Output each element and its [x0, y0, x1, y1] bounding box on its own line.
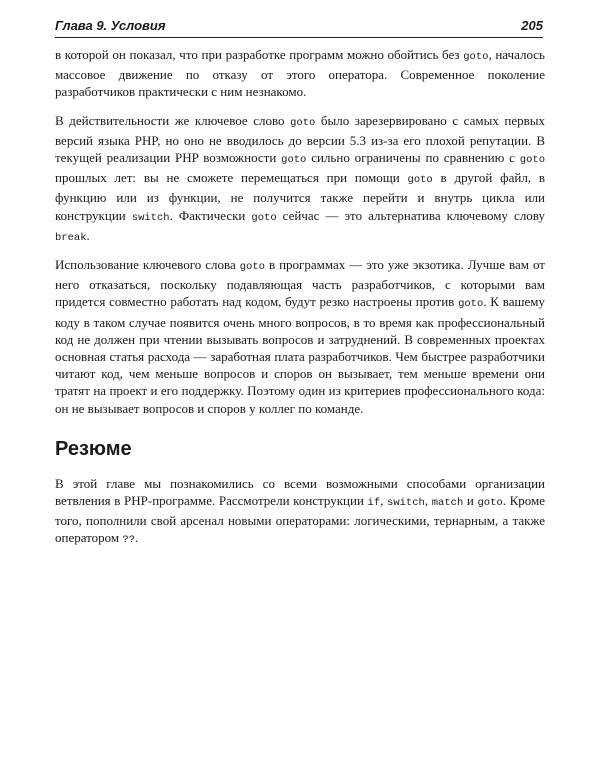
running-header: [55, 18, 543, 36]
page-body: [55, 46, 545, 559]
header-rule: [55, 37, 543, 38]
chapter-title: Глава 9. Условия: [55, 18, 166, 33]
paragraph-goto-php: В действительности же ключевое слово goto было зарезервировано с самых первых версий языка PHP, но оно не вводилось до версии 5.3 из-за его плохой репутации. В текущей реализации PHP возможности goto сильно ограничены по сравнению с goto прошлых лет: вы не сможете перемещаться при помощи goto в другой файл, в функцию или из функции, не получится также перейти и внутрь цикла или конструкции switch. Фактически goto сейчас — это альтернатива ключевому слову break.: [55, 112, 546, 244]
section-heading-summary: Резюме: [55, 437, 132, 460]
paragraph-goto-exotic: Использование ключевого слова goto в программах — это уже экзотика. Лучше вам от него отказаться, поскольку подавляющая часть разработчиков, с которыми вам придется совместно работать над кодом, будут резко настроены против goto. К вашему коду в таком случае появится очень много вопросов, в то время как профессиональный код не должен при чтении вызывать вопросов и затруднений. В современных проектах основная статья расхода — заработная плата разработчиков. Чем быстрее разработчики читают код, чем меньше вопросов и споров он вызывает, тем меньше времени они тратят на проект и его поддержку. Поэтому один из критериев профессионального кода: он не вызывает вопросов и споров у коллег по команде.: [55, 257, 545, 416]
page-number: 205: [521, 18, 543, 33]
paragraph-summary: В этой главе мы познакомились со всеми возможными способами организации ветвления в PHP-программе. Рассмотрели конструкции if, switch, match и goto. Кроме того, пополнили свой арсенал новыми операторами: логическими, тернарным, а также оператором ??.: [55, 475, 546, 547]
paragraph-goto-history: в которой он показал, что при разработке программ можно обойтись без goto, началось массовое движение по отказу от этого оператора. Современное поколение разработчиков практически с ним незнакомо.: [55, 47, 545, 100]
